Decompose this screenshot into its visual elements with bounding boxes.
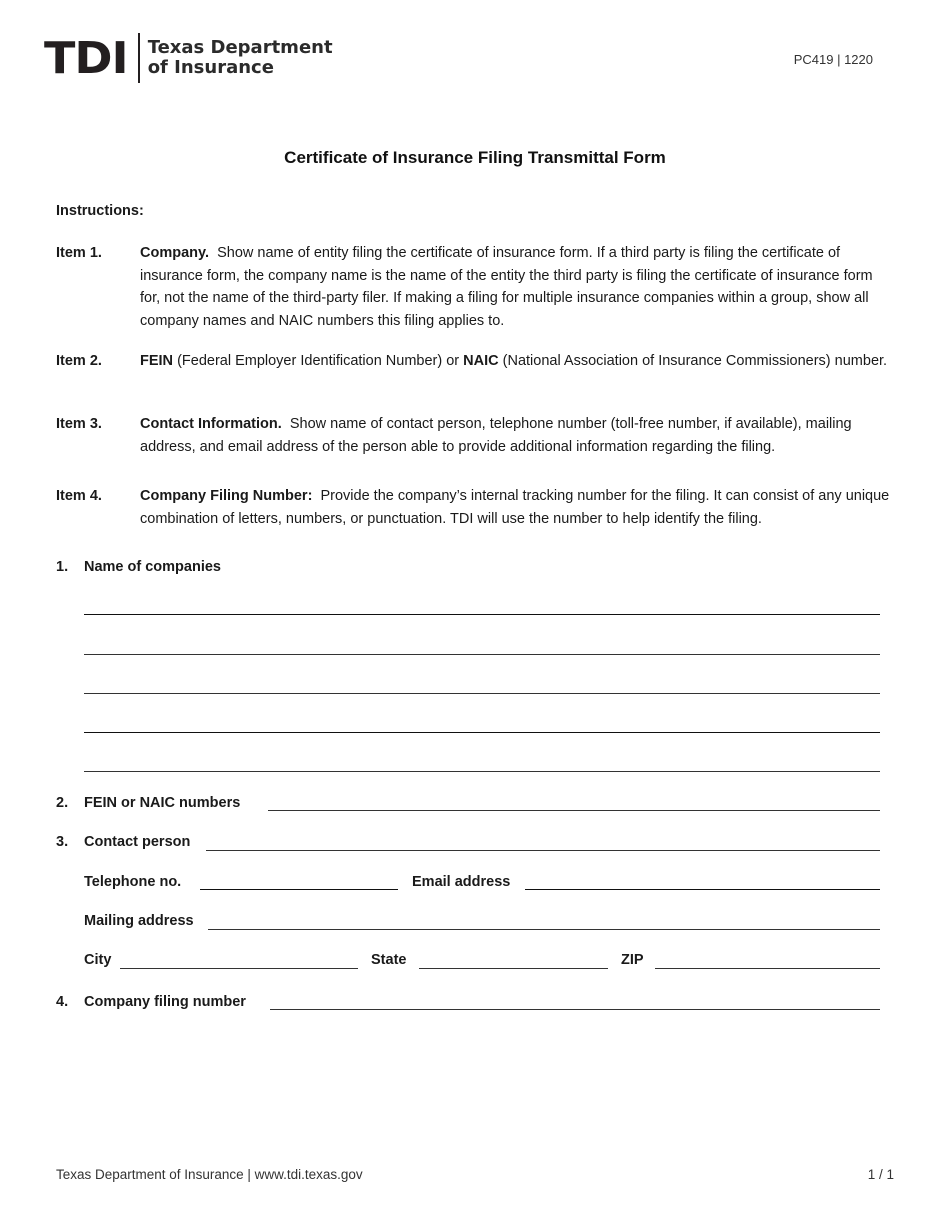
item-description: Provide the company’s internal tracking number for the filing. It can consist of any unique combination of letters, numbers, or punctuation. TDI will use the number to help identify the filing. bbox=[140, 488, 890, 527]
item-number: Item 1. bbox=[56, 245, 102, 261]
q4-number: 4. bbox=[56, 994, 69, 1010]
item-text bbox=[140, 242, 896, 332]
contact-person-input[interactable] bbox=[206, 850, 880, 851]
form-code: PC419 | 1220 bbox=[793, 52, 873, 67]
instruction-item-1 bbox=[56, 242, 896, 334]
company-filing-number-label: Company filing number bbox=[84, 994, 246, 1010]
logo-divider bbox=[138, 33, 140, 83]
companies-input-line-4[interactable] bbox=[84, 732, 880, 733]
telephone-label: Telephone no. bbox=[84, 874, 182, 890]
page-number: 1 / 1 bbox=[867, 1167, 894, 1182]
q3-number: 3. bbox=[56, 834, 69, 850]
contact-person-label: Contact person bbox=[84, 834, 191, 850]
instruction-item-2 bbox=[56, 350, 896, 396]
instruction-item-3 bbox=[56, 413, 896, 459]
item-text bbox=[140, 413, 896, 458]
telephone-input[interactable] bbox=[200, 889, 398, 890]
mailing-address-label: Mailing address bbox=[84, 913, 194, 929]
companies-input-line-1[interactable] bbox=[84, 614, 880, 615]
item-description: Show name of entity filing the certificate of insurance form. If a third party is filing the certificate of insurance form, the company name is the name of the entity the third party is filing the certificate of insurance form for, not the name of the third-party filer. If making a filing for multiple insurance companies within a group, show all company names and NAIC numbers this filing applies to. bbox=[140, 245, 873, 329]
item-text bbox=[140, 350, 896, 373]
footer-text: Texas Department of Insurance | www.tdi.texas.gov bbox=[56, 1167, 363, 1182]
item-text bbox=[140, 485, 896, 530]
item-number: Item 4. bbox=[56, 488, 102, 504]
companies-input-line-2[interactable] bbox=[84, 654, 880, 655]
companies-input-line-5[interactable] bbox=[84, 771, 880, 772]
fein-naic-input[interactable] bbox=[268, 810, 880, 811]
state-label: State bbox=[371, 952, 407, 968]
logo-name-line2: of Insurance bbox=[147, 57, 274, 78]
item-bold-term: Contact Information. bbox=[140, 416, 282, 432]
state-input[interactable] bbox=[419, 968, 608, 969]
q2-number: 2. bbox=[56, 795, 69, 811]
logo-mark: TDI bbox=[44, 32, 128, 84]
mailing-address-input[interactable] bbox=[208, 929, 880, 930]
companies-input-line-3[interactable] bbox=[84, 693, 880, 694]
fein-naic-label: FEIN or NAIC numbers bbox=[84, 795, 241, 811]
q1-number: 1. bbox=[56, 559, 69, 575]
item-description: Show name of contact person, telephone number (toll-free number, if available), mailing address, and email address of the person able to provide additional information regarding the filing. bbox=[140, 416, 852, 455]
item-bold-term: Company. bbox=[140, 245, 210, 261]
item-bold-term-2: NAIC bbox=[463, 353, 499, 369]
item-bold-term: FEIN bbox=[140, 353, 174, 369]
email-input[interactable] bbox=[525, 889, 880, 890]
item-bold-term: Company Filing Number: bbox=[140, 488, 313, 504]
instructions-heading: Instructions: bbox=[56, 203, 144, 219]
company-filing-number-input[interactable] bbox=[270, 1009, 880, 1010]
item-description-2: (National Association of Insurance Commissioners) number. bbox=[502, 353, 888, 369]
logo-name bbox=[148, 38, 333, 78]
item-description: (Federal Employer Identification Number) or bbox=[177, 353, 460, 369]
page-title: Certificate of Insurance Filing Transmittal Form bbox=[284, 148, 666, 167]
email-label: Email address bbox=[412, 874, 511, 890]
instruction-item-4 bbox=[56, 485, 896, 531]
companies-label: Name of companies bbox=[84, 559, 221, 575]
zip-input[interactable] bbox=[655, 968, 880, 969]
tdi-logo bbox=[44, 30, 333, 86]
city-label: City bbox=[84, 952, 112, 968]
logo-name-line1: Texas Department bbox=[147, 37, 333, 58]
item-number: Item 3. bbox=[56, 416, 102, 432]
zip-label: ZIP bbox=[621, 952, 644, 968]
item-number: Item 2. bbox=[56, 353, 102, 369]
city-input[interactable] bbox=[120, 968, 358, 969]
